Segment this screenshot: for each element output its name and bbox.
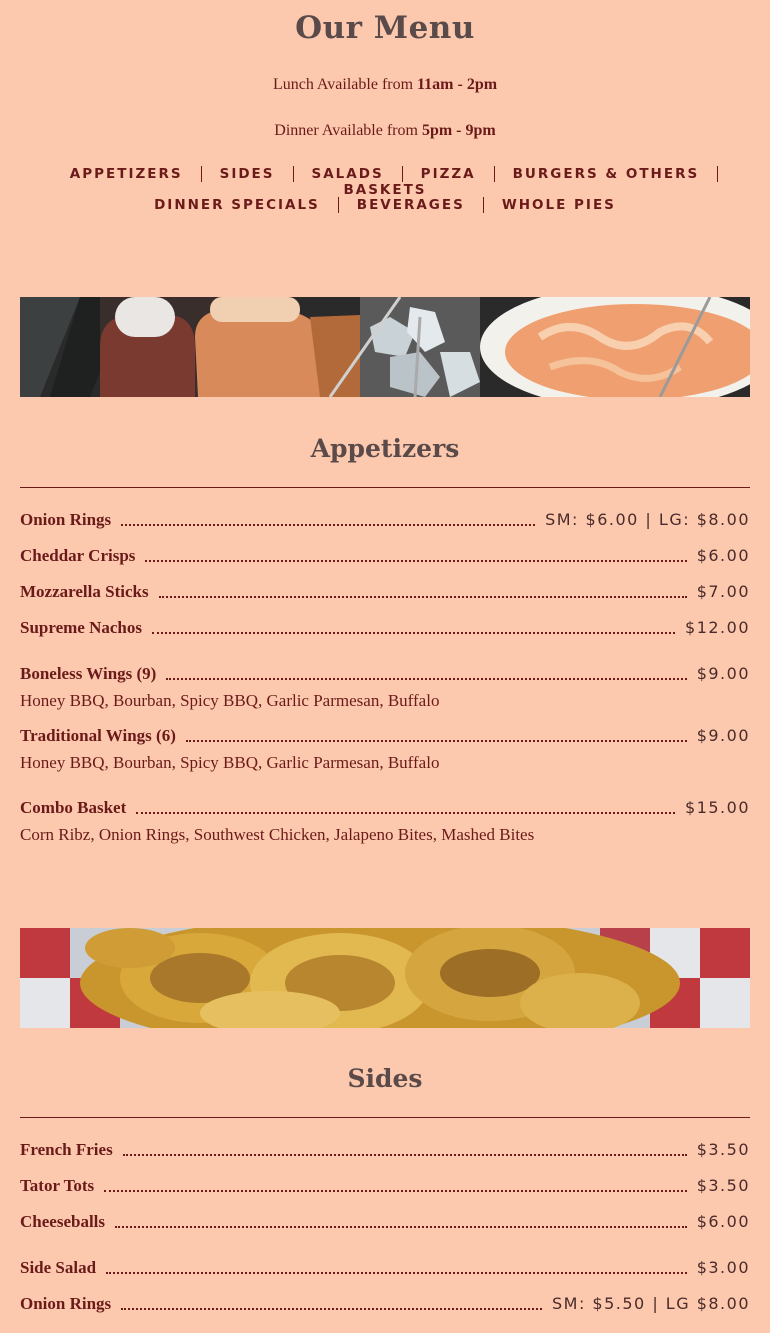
- nav-baskets[interactable]: BASKETS: [343, 182, 427, 198]
- category-nav-row2: [0, 197, 770, 213]
- menu-item: [20, 618, 750, 640]
- menu-item-price: $9.00: [696, 726, 750, 745]
- menu-item-name: Traditional Wings (6): [20, 726, 176, 745]
- menu-item-name: French Fries: [20, 1140, 113, 1159]
- menu-item: [20, 1176, 750, 1198]
- leader-dots: [186, 739, 687, 742]
- nav-divider: [717, 166, 718, 182]
- category-nav-row1: [0, 166, 770, 198]
- nav-appetizers[interactable]: APPETIZERS: [69, 166, 183, 182]
- menu-item-price: $7.00: [696, 582, 750, 601]
- menu-item: [20, 726, 750, 748]
- menu-item-description: Honey BBQ, Bourban, Spicy BBQ, Garlic Parmesan, Buffalo: [20, 691, 440, 710]
- menu-item: [20, 582, 750, 604]
- leader-dots: [121, 1307, 542, 1310]
- lunch-hours-prefix: Lunch Available from: [272, 76, 418, 93]
- page-title: Our Menu: [295, 10, 475, 46]
- menu-item-name: Tator Tots: [20, 1176, 95, 1195]
- menu-item-price: $3.50: [696, 1176, 750, 1195]
- nav-beverages[interactable]: BEVERAGES: [356, 197, 465, 213]
- leader-dots: [121, 523, 535, 526]
- menu-item-description: Corn Ribz, Onion Rings, Southwest Chicken, Jalapeno Bites, Mashed Bites: [20, 825, 535, 844]
- menu-item-price: $9.00: [696, 664, 750, 683]
- menu-item-name: Side Salad: [20, 1258, 97, 1277]
- menu-item: [20, 1140, 750, 1162]
- leader-dots: [104, 1189, 687, 1192]
- dinner-hours: [0, 122, 770, 140]
- sides-heading: Sides: [347, 1064, 423, 1093]
- leader-dots: [106, 1271, 687, 1274]
- nav-whole-pies[interactable]: WHOLE PIES: [501, 197, 616, 213]
- sides-banner-image: [20, 928, 750, 1028]
- menu-item-price: $6.00: [696, 546, 750, 565]
- menu-item: [20, 1294, 750, 1316]
- leader-dots: [159, 595, 687, 598]
- menu-item-name: Boneless Wings (9): [20, 664, 157, 683]
- nav-salads[interactable]: SALADS: [311, 166, 384, 182]
- menu-item-name: Onion Rings: [20, 1294, 112, 1313]
- leader-dots: [136, 811, 675, 814]
- menu-item: [20, 1258, 750, 1280]
- menu-item-price: $12.00: [685, 618, 750, 637]
- menu-item: [20, 546, 750, 568]
- nav-sides[interactable]: SIDES: [219, 166, 275, 182]
- menu-item-price: $3.50: [696, 1140, 750, 1159]
- menu-item: [20, 1212, 750, 1234]
- appetizers-banner-image: [20, 297, 750, 397]
- leader-dots: [166, 677, 686, 680]
- menu-item-name: Onion Rings: [20, 510, 112, 529]
- menu-item-description: Honey BBQ, Bourban, Spicy BBQ, Garlic Parmesan, Buffalo: [20, 753, 440, 772]
- menu-item-price: $3.00: [696, 1258, 750, 1277]
- leader-dots: [123, 1153, 687, 1156]
- lunch-hours-time: 11am - 2pm: [417, 76, 498, 93]
- dinner-hours-prefix: Dinner Available from: [274, 122, 422, 139]
- menu-item-price: SM: $5.50 | LG $8.00: [551, 1294, 750, 1313]
- leader-dots: [115, 1225, 687, 1228]
- dinner-hours-time: 5pm - 9pm: [421, 122, 496, 139]
- menu-item-name: Cheddar Crisps: [20, 546, 136, 565]
- appetizers-heading: Appetizers: [310, 434, 460, 463]
- menu-item: [20, 798, 750, 820]
- menu-item-name: Mozzarella Sticks: [20, 582, 149, 601]
- menu-item: [20, 664, 750, 686]
- menu-item-price: SM: $6.00 | LG: $8.00: [545, 510, 750, 529]
- menu-item-name: Supreme Nachos: [20, 618, 142, 637]
- menu-item-price: $15.00: [685, 798, 750, 817]
- leader-dots: [145, 559, 686, 562]
- menu-item-name: Combo Basket: [20, 798, 127, 817]
- appetizers-divider: [20, 487, 750, 488]
- leader-dots: [152, 631, 675, 634]
- menu-item: [20, 510, 750, 532]
- lunch-hours: [0, 76, 770, 94]
- menu-item-price: $6.00: [696, 1212, 750, 1231]
- nav-burgers-others[interactable]: BURGERS & OTHERS: [512, 166, 700, 182]
- nav-pizza[interactable]: PIZZA: [420, 166, 476, 182]
- menu-item-name: Cheeseballs: [20, 1212, 105, 1231]
- nav-dinner-specials[interactable]: DINNER SPECIALS: [154, 197, 320, 213]
- sides-divider: [20, 1117, 750, 1118]
